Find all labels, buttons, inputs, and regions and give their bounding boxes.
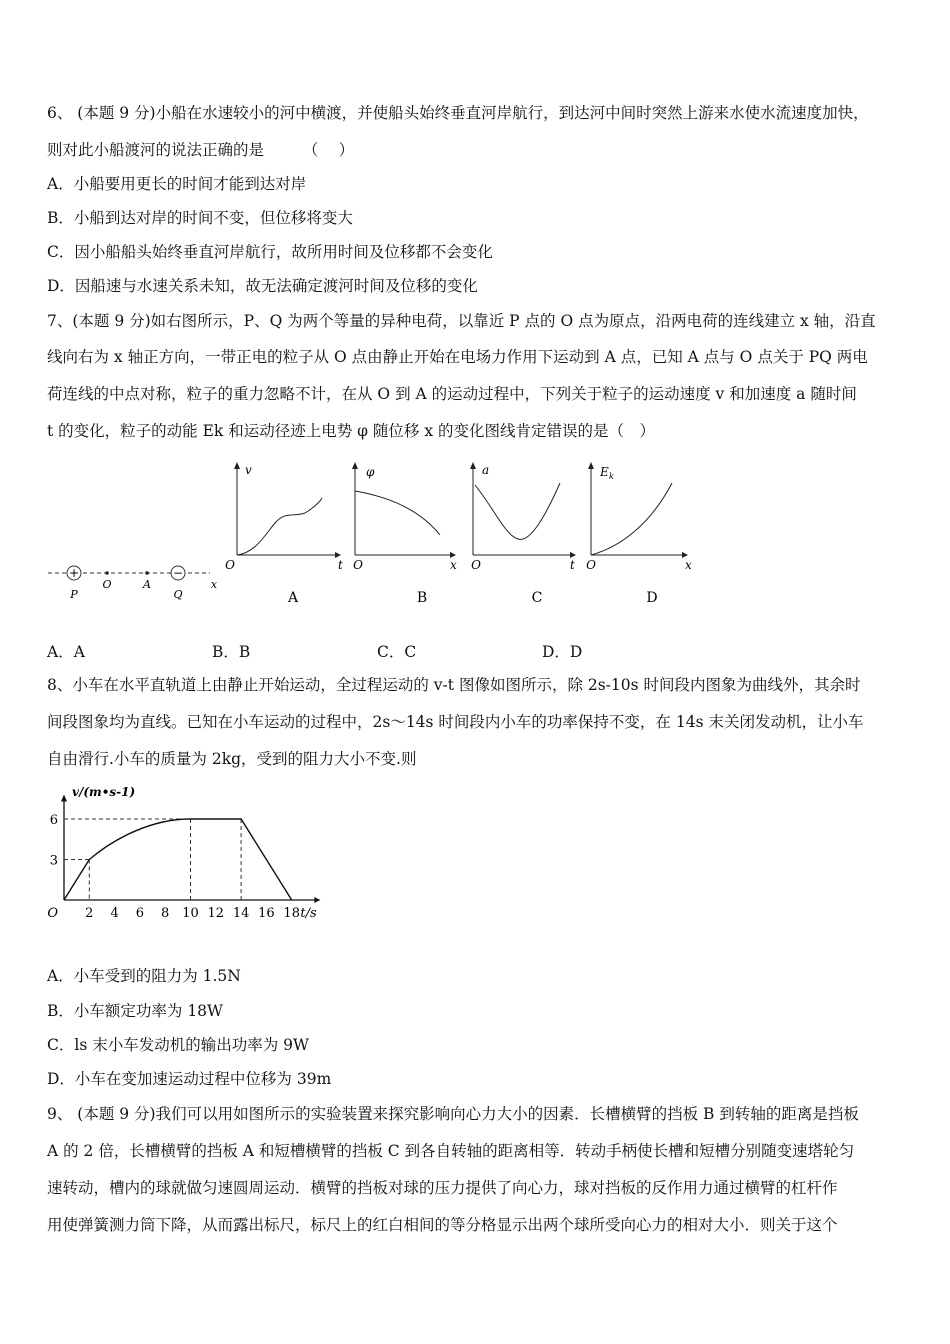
q7-figure: [40, 455, 720, 615]
graph-b-x: x: [450, 558, 457, 572]
graph-b-y: φ: [366, 465, 375, 479]
graph-b: [352, 462, 457, 606]
x-tick-label: 18: [283, 906, 300, 921]
x-axis-label: t/s: [300, 906, 317, 921]
q7-stem-line1: 7、(本题 9 分)如右图所示，P、Q 为两个等量的异种电荷，以靠近 P 点的 O 点为原点，沿两电荷的连线建立 x 轴，沿直: [47, 312, 876, 330]
vt-series: [64, 819, 292, 900]
q7-stem-line3: 荷连线的中点对称，粒子的重力忽略不计，在从 O 到 A 的运动过程中，下列关于粒子的运动速度 v 和加速度 a 随时间: [47, 385, 857, 403]
q7-stem-line4: t 的变化，粒子的动能 Ek 和运动径迹上电势 φ 随位移 x 的变化图线肯定错误的是（ ）: [47, 422, 656, 440]
graph-d-y-sub: k: [609, 472, 614, 481]
minus-sign: −: [172, 566, 184, 580]
q9-stem-line2: A 的 2 倍，长槽横臂的挡板 A 和短槽横臂的挡板 C 到各自转轴的距离相等．转动手柄使长槽和短槽分别随变速塔轮匀: [47, 1142, 855, 1160]
q8-option-b[interactable]: B．小车额定功率为 18W: [47, 1002, 223, 1020]
y-tick-label: 6: [49, 813, 58, 828]
q7-option-b[interactable]: B．B: [212, 643, 251, 661]
x-tick-label: 16: [258, 906, 275, 921]
q6-stem-line2: 则对此小船渡河的说法正确的是 （ ）: [47, 141, 355, 159]
graph-c: [470, 462, 576, 606]
label-x: x: [210, 578, 218, 591]
q6-option-c[interactable]: C．因小船船头始终垂直河岸航行，故所用时间及位移都不会变化: [47, 243, 493, 261]
q8-option-c[interactable]: C．ls 末小车发动机的输出功率为 9W: [47, 1036, 309, 1054]
q6-option-b[interactable]: B．小船到达对岸的时间不变，但位移将变大: [47, 209, 353, 227]
vt-line: [64, 819, 292, 900]
x-tick-label: 4: [110, 906, 119, 921]
q7-option-c[interactable]: C．C: [377, 643, 417, 661]
o-point: [105, 571, 109, 575]
graph-a-y: v: [245, 463, 252, 477]
graph-d: [586, 462, 692, 606]
q8-stem-line2: 间段图象均为直线。已知在小车运动的过程中，2s～14s 时间段内小车的功率保持不变，在 14s 末关闭发动机，让小车: [47, 713, 864, 731]
y-tick-label: 3: [49, 853, 58, 869]
x-tick-label: 8: [161, 906, 170, 921]
q6-option-a[interactable]: A．小船要用更长的时间才能到达对岸: [47, 175, 307, 193]
q9-stem-line3: 速转动，槽内的球就做匀速圆周运动．横臂的挡板对球的压力提供了向心力，球对挡板的反作用力通过横臂的杠杆作: [47, 1179, 838, 1197]
q9-stem-line4: 用使弹簧测力筒下降，从而露出标尺，标尺上的红白相间的等分格显示出两个球所受向心力的相对大小．则关于这个: [47, 1216, 838, 1234]
label-a: A: [143, 578, 151, 591]
y-axis-arrow: [61, 795, 67, 802]
graph-a-x: t: [338, 558, 343, 572]
origin-label: O: [47, 906, 58, 921]
q7-stem-line2: 线向右为 x 轴正方向，一带正电的粒子从 O 点由静止开始在电场力作用下运动到 A 点，已知 A 点与 O 点关于 PQ 两电: [47, 348, 868, 366]
graph-c-origin: O: [471, 558, 481, 572]
q6-option-d[interactable]: D．因船速与水速关系未知，故无法确定渡河时间及位移的变化: [47, 277, 478, 295]
q8-stem-line3: 自由滑行.小车的质量为 2kg，受到的阻力大小不变.则: [47, 750, 417, 768]
graph-d-x: x: [685, 558, 692, 572]
x-tick-label: 6: [135, 906, 145, 921]
graph-c-x: t: [570, 558, 575, 572]
x-tick-label: 12: [207, 906, 225, 921]
graph-d-y: E: [600, 465, 609, 479]
x-axis-arrow: [314, 897, 320, 903]
q6-stem-line1: 6、 (本题 9 分)小船在水速较小的河中横渡，并使船头始终垂直河岸航行，到达河中间时突然上游来水使水流速度加快，: [47, 104, 869, 122]
graph-c-y: a: [482, 463, 490, 477]
x-tick-label: 2: [85, 906, 94, 921]
graph-a-origin: O: [225, 558, 235, 572]
q8-option-d[interactable]: D．小车在变加速运动过程中位移为 39m: [47, 1070, 332, 1088]
y-axis-label: v/(m•s-1): [72, 785, 136, 799]
q7-option-d[interactable]: D．D: [542, 643, 583, 661]
graph-b-origin: O: [353, 558, 363, 572]
graph-a: [225, 462, 343, 606]
graph-b-label: B: [416, 590, 428, 606]
graph-c-label: C: [531, 590, 543, 606]
plus-sign: +: [68, 566, 80, 580]
charge-axis: [48, 566, 218, 601]
q7-option-a[interactable]: A．A: [47, 643, 85, 661]
graph-d-origin: O: [586, 558, 596, 572]
label-q: Q: [173, 588, 183, 601]
vt-guides: [64, 819, 241, 900]
q9-stem-line1: 9、 (本题 9 分)我们可以用如图所示的实验装置来探究影响向心力大小的因素．长槽横臂的挡板 B 到转轴的距离是挡板: [47, 1105, 859, 1123]
q8-vt-chart: [44, 778, 344, 928]
label-o: O: [102, 578, 112, 591]
x-tick-label: 14: [232, 906, 250, 921]
graph-a-label: A: [287, 590, 299, 606]
q8-option-a[interactable]: A．小车受到的阻力为 1.5N: [47, 967, 241, 985]
x-tick-label: 10: [182, 906, 199, 921]
q8-stem-line1: 8、小车在水平直轨道上由静止开始运动，全过程运动的 v-t 图像如图所示，除 2s-10s 时间段内图象为曲线外，其余时: [47, 676, 861, 694]
a-point: [145, 571, 149, 575]
graph-d-label: D: [646, 590, 658, 606]
label-p: P: [70, 588, 78, 601]
